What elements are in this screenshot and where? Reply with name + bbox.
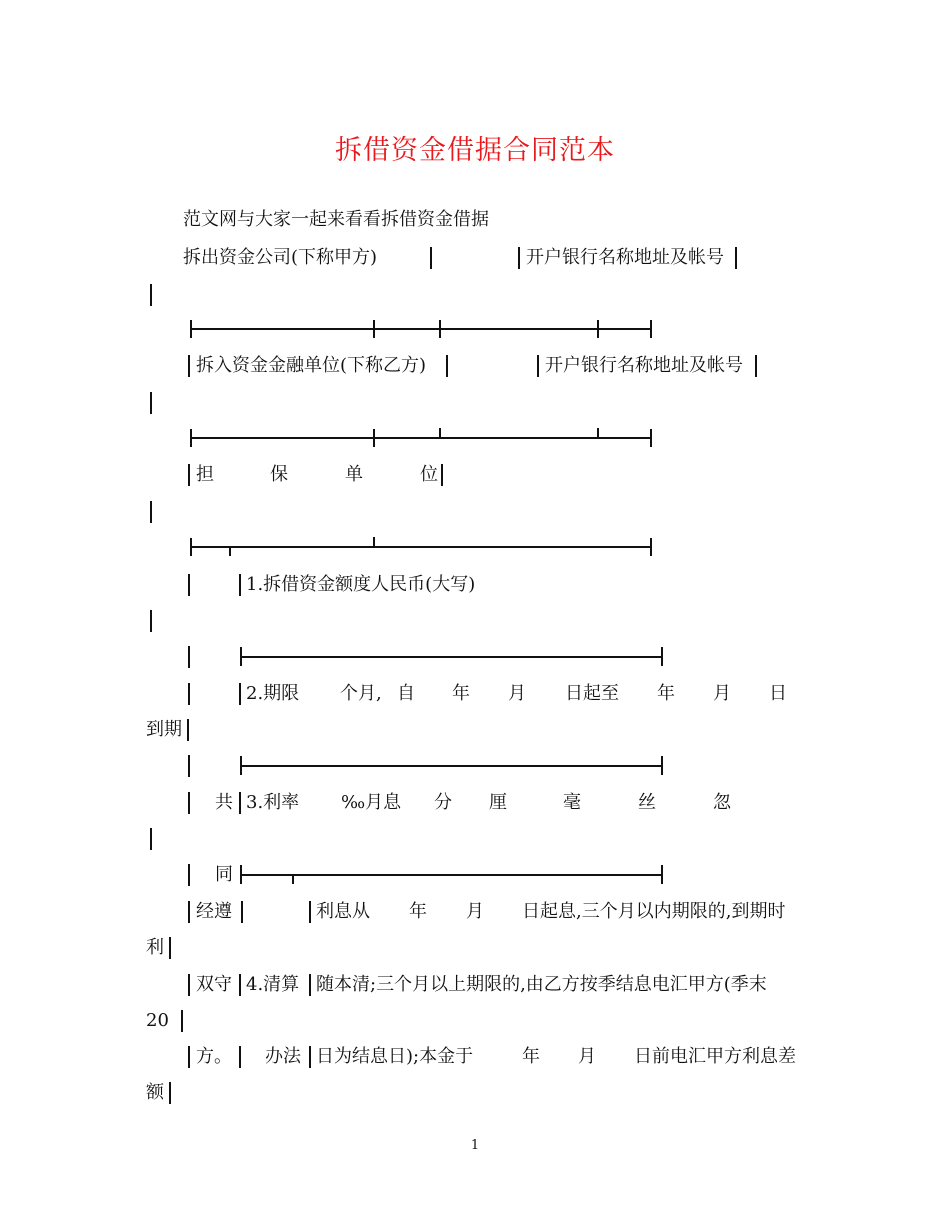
table-rule-tick (240, 756, 242, 775)
item1-text: 1.拆借资金额度人民币(大写) (246, 574, 476, 595)
table-border (518, 247, 520, 269)
table-border (150, 284, 152, 306)
borrower-bank-label: 开户银行名称地址及帐号 (545, 355, 743, 376)
method-month: 月 (578, 1046, 596, 1067)
table-rule (190, 546, 652, 548)
item2-from: 自 (397, 683, 415, 704)
item4-text: 随本清;三个月以上期限的,由乙方按季结息电汇甲方(季末 (316, 974, 767, 995)
method-text: 日为结息日);本金于 (316, 1046, 474, 1067)
table-border (188, 355, 190, 377)
table-border (188, 574, 190, 596)
table-border (188, 864, 190, 886)
table-border (239, 574, 241, 596)
table-border (188, 1046, 190, 1068)
item3-li: 厘 (489, 792, 507, 813)
table-border (188, 683, 190, 705)
side-char-gong: 共 (215, 792, 233, 813)
interest-month: 月 (466, 901, 484, 922)
table-border (188, 646, 190, 668)
table-rule-tick (661, 756, 663, 775)
table-rule-tick (597, 428, 599, 437)
table-border (150, 828, 152, 850)
item2-month2: 月 (713, 683, 731, 704)
table-rule-tick (439, 428, 441, 437)
table-rule-tick (240, 647, 242, 666)
table-border (537, 355, 539, 377)
item3-fen: 分 (434, 792, 452, 813)
table-border (181, 1010, 183, 1032)
table-rule-tick (190, 538, 192, 556)
table-rule (240, 656, 662, 658)
table-border (169, 937, 171, 959)
table-border (239, 974, 241, 996)
table-border (188, 755, 190, 777)
item2-year2: 年 (657, 683, 675, 704)
table-rule-tick (229, 546, 231, 556)
interest-from: 利息从 (316, 901, 370, 922)
table-border (735, 247, 737, 269)
table-rule-tick (661, 647, 663, 666)
table-rule-tick (373, 320, 375, 338)
table-rule-tick (373, 429, 375, 447)
table-border (755, 355, 757, 377)
table-rule-tick (661, 865, 663, 884)
item2-label: 2.期限 (246, 683, 300, 704)
table-border (188, 464, 190, 486)
table-rule (240, 874, 662, 876)
table-border (446, 355, 448, 377)
table-rule-tick (292, 874, 294, 884)
interest-rest: 日起息,三个月以内期限的,到期时 (522, 901, 786, 922)
table-border (239, 1046, 241, 1068)
method-label: 办法 (265, 1046, 301, 1067)
item2-due: 到期 (146, 719, 182, 740)
lender-label: 拆出资金公司(下称甲方) (183, 247, 378, 268)
table-rule (240, 765, 662, 767)
table-border (150, 610, 152, 632)
item3-si: 丝 (638, 792, 656, 813)
borrower-label: 拆入资金金融单位(下称乙方) (196, 355, 427, 376)
item4-label: 4.清算 (246, 974, 300, 995)
item3-label: 3.利率 (246, 792, 300, 813)
table-rule-tick (190, 320, 192, 338)
table-border (150, 501, 152, 523)
guarantor-char-1: 担 (196, 464, 214, 485)
table-rule (190, 437, 652, 439)
table-border (150, 392, 152, 414)
method-cont: 额 (146, 1082, 164, 1103)
table-border (241, 901, 243, 923)
table-border (239, 792, 241, 814)
table-border (309, 901, 311, 923)
table-rule-tick (240, 865, 242, 884)
item2-day1: 日起至 (565, 683, 619, 704)
table-border (188, 792, 190, 814)
page-number: 1 (470, 1138, 480, 1153)
table-rule-tick (597, 320, 599, 338)
table-rule-tick (650, 320, 652, 338)
interest-cont: 利 (146, 937, 164, 958)
table-border (430, 247, 432, 269)
method-year: 年 (522, 1046, 540, 1067)
guarantor-char-4: 位 (420, 464, 438, 485)
item2-year1: 年 (452, 683, 470, 704)
document-title: 拆借资金借据合同范本 (335, 135, 615, 166)
table-rule (190, 328, 652, 330)
lender-bank-label: 开户银行名称地址及帐号 (526, 247, 724, 268)
table-border (309, 1046, 311, 1068)
item3-permille: ‰月息 (341, 792, 402, 813)
table-rule-tick (650, 429, 652, 447)
interest-year: 年 (409, 901, 427, 922)
table-border (169, 1082, 171, 1104)
guarantor-char-2: 保 (270, 464, 288, 485)
method-rest: 日前电汇甲方利息差 (634, 1046, 796, 1067)
table-border (187, 719, 189, 741)
item2-day2: 日 (769, 683, 787, 704)
item4-cont: 20 (146, 1010, 169, 1031)
guarantor-char-3: 单 (345, 464, 363, 485)
table-rule-tick (373, 537, 375, 546)
side-char-tong: 同 (215, 864, 233, 885)
table-border (309, 974, 311, 996)
side-chars-fang: 方。 (196, 1046, 232, 1067)
item2-month1: 月 (508, 683, 526, 704)
item2-months: 个月, (340, 683, 382, 704)
table-rule-tick (439, 320, 441, 338)
side-chars-shuangshou: 双守 (196, 974, 232, 995)
table-border (188, 974, 190, 996)
intro-text: 范文网与大家一起来看看拆借资金借据 (183, 209, 489, 230)
side-chars-jingzun: 经遵 (196, 901, 232, 922)
item3-hu: 忽 (713, 792, 731, 813)
item3-hao: 毫 (563, 792, 581, 813)
table-border (239, 683, 241, 705)
table-rule-tick (650, 538, 652, 556)
table-rule-tick (190, 429, 192, 447)
table-border (441, 464, 443, 486)
table-border (188, 901, 190, 923)
